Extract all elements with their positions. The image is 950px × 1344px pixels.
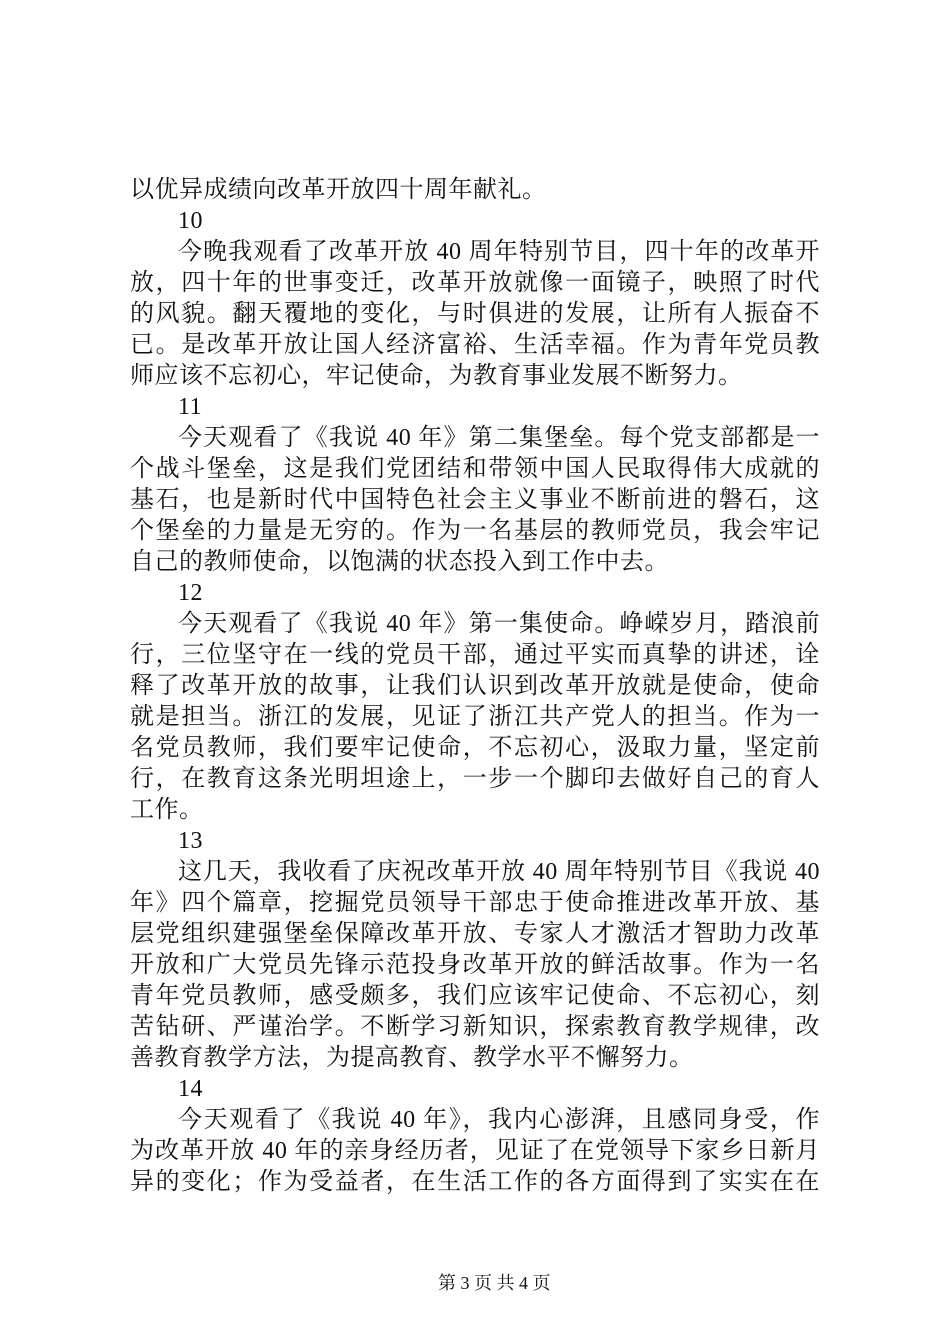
paragraph-line: 行，三位坚守在一线的党员干部，通过平实而真挚的讲述，诠 xyxy=(130,642,820,668)
paragraph-line: 放，四十年的世事变迁，改革开放就像一面镜子，映照了时代 xyxy=(130,270,820,296)
paragraph-line: 年》四个篇章，挖掘党员领导干部忠于使命推进改革开放、基 xyxy=(130,890,820,916)
paragraph-line: 开放和广大党员先锋示范投身改革开放的鲜活故事。作为一名 xyxy=(130,952,820,978)
paragraph-line: 今天观看了《我说 40 年》第二集堡垒。每个党支部都是一 xyxy=(178,425,820,451)
entry-number: 11 xyxy=(178,394,203,420)
paragraph-line: 释了改革开放的故事，让我们认识到改革开放就是使命，使命 xyxy=(130,673,820,699)
paragraph-line: 就是担当。浙江的发展，见证了浙江共产党人的担当。作为一 xyxy=(130,704,820,730)
paragraph-line: 自己的教师使命，以饱满的状态投入到工作中去。 xyxy=(130,549,669,575)
paragraph-line: 今天观看了《我说 40 年》，我内心澎湃，且感同身受，作 xyxy=(178,1107,820,1133)
paragraph-line: 为改革开放 40 年的亲身经历者，见证了在党领导下家乡日新月 xyxy=(130,1138,820,1164)
paragraph-line: 基石，也是新时代中国特色社会主义事业不断前进的磐石，这 xyxy=(130,487,820,513)
entry-14 xyxy=(130,1074,820,1198)
paragraph-line: 以优异成绩向改革开放四十周年献礼。 xyxy=(130,177,547,203)
entry-number: 13 xyxy=(178,828,203,854)
page-footer: 第 3 页 共 4 页 xyxy=(438,1273,551,1293)
entry-11 xyxy=(130,392,820,578)
paragraph-line: 已。是改革开放让国人经济富裕、生活幸福。作为青年党员教 xyxy=(130,332,820,358)
document-body xyxy=(130,175,820,1198)
paragraph-line: 个堡垒的力量是无穷的。作为一名基层的教师党员，我会牢记 xyxy=(130,518,820,544)
paragraph-line: 名党员教师，我们要牢记使命，不忘初心，汲取力量，坚定前 xyxy=(130,735,820,761)
paragraph-line: 青年党员教师，感受颇多，我们应该牢记使命、不忘初心，刻 xyxy=(130,983,820,1009)
paragraph-line: 的风貌。翻天覆地的变化，与时俱进的发展，让所有人振奋不 xyxy=(130,301,820,327)
paragraph-line: 苦钻研、严谨治学。不断学习新知识，探索教育教学规律，改 xyxy=(130,1014,820,1040)
paragraph-line: 今晚我观看了改革开放 40 周年特别节目，四十年的改革开 xyxy=(178,239,820,265)
paragraph-line: 师应该不忘初心，牢记使命，为教育事业发展不断努力。 xyxy=(130,363,743,389)
entry-number: 14 xyxy=(178,1076,203,1102)
entry-10 xyxy=(130,206,820,392)
paragraph-line: 善教育教学方法，为提高教育、教学水平不懈努力。 xyxy=(130,1045,694,1071)
paragraph-line: 行，在教育这条光明坦途上，一步一个脚印去做好自己的育人 xyxy=(130,766,820,792)
entry-number: 12 xyxy=(178,580,203,606)
entry-13 xyxy=(130,826,820,1074)
paragraph-line: 这几天，我收看了庆祝改革开放 40 周年特别节目《我说 40 xyxy=(178,859,820,885)
entry-number: 10 xyxy=(178,208,203,234)
paragraph-line: 层党组织建强堡垒保障改革开放、专家人才激活才智助力改革 xyxy=(130,921,820,947)
paragraph-line: 工作。 xyxy=(130,797,204,823)
entry-12 xyxy=(130,578,820,826)
paragraph-line: 今天观看了《我说 40 年》第一集使命。峥嵘岁月，踏浪前 xyxy=(178,611,820,637)
paragraph-line: 异的变化；作为受益者，在生活工作的各方面得到了实实在在 xyxy=(130,1169,820,1195)
paragraph-line: 个战斗堡垒，这是我们党团结和带领中国人民取得伟大成就的 xyxy=(130,456,820,482)
